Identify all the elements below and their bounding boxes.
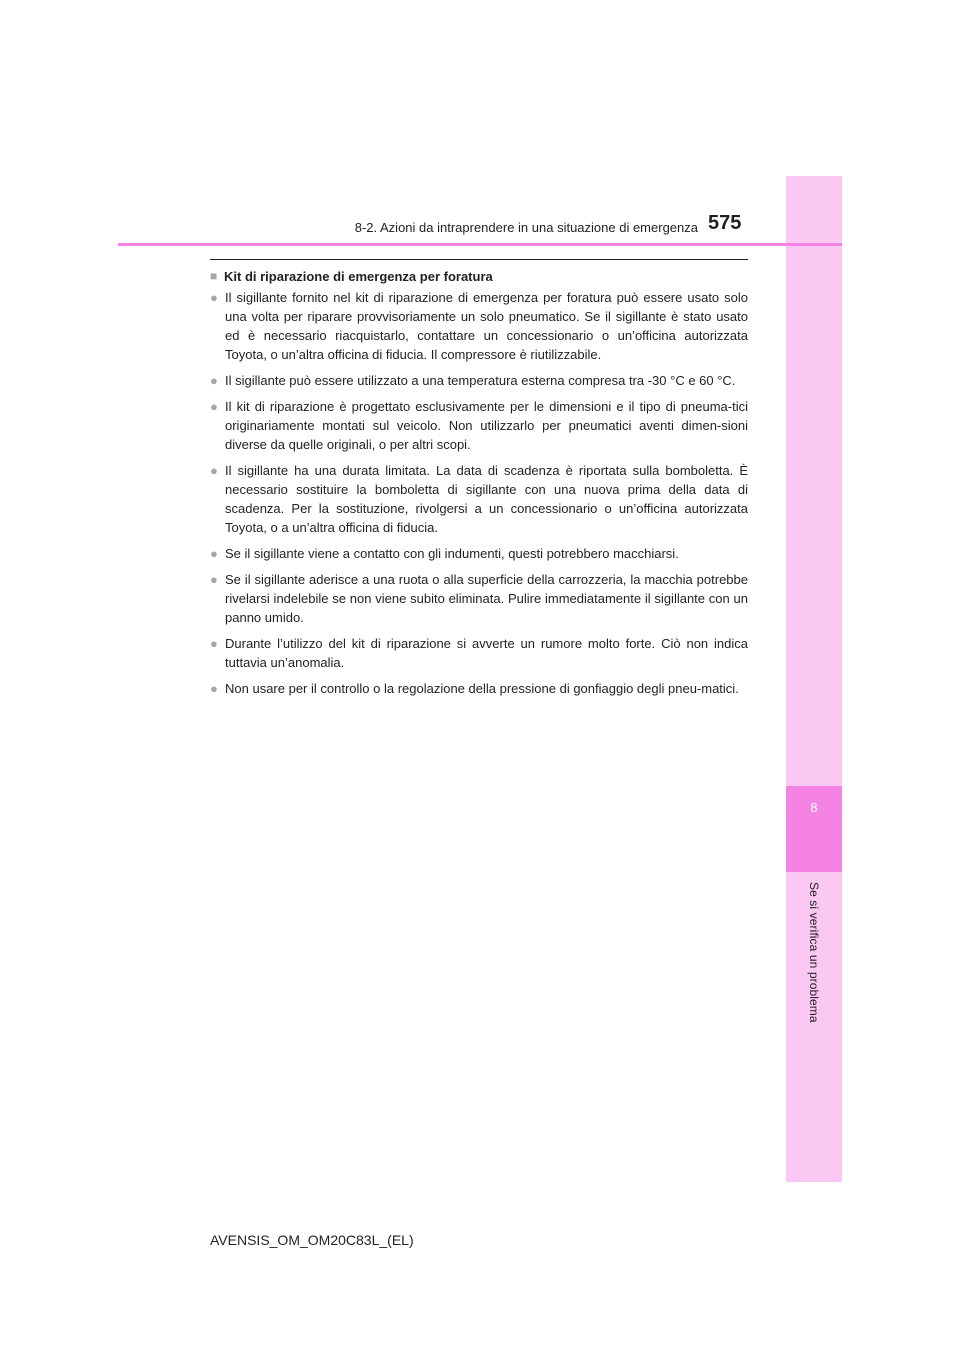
bullet-text: Non usare per il controllo o la regolazione della pressione di gonfiaggio degli pneu-matici.: [225, 681, 739, 696]
bullet-item: [210, 371, 748, 390]
section-content: [210, 267, 748, 705]
bullet-text: Il sigillante ha una durata limitata. La data di scadenza è riportata sulla bomboletta. È necessario sostituire la bomboletta di sigillante con una nuova prima della data di scadenza. Per la sostituzione, rivolgersi a un concessionario o un’officina autorizzata Toyota, o a un’altra officina di fiducia.: [225, 463, 748, 535]
chapter-title: Se si verifica un problema: [807, 882, 821, 1023]
bullet-dot-icon: ●: [210, 463, 218, 478]
bullet-item: [210, 570, 748, 627]
bullet-dot-icon: ●: [210, 546, 218, 561]
bullet-item: [210, 397, 748, 454]
bullet-item: [210, 634, 748, 672]
bullet-dot-icon: ●: [210, 373, 218, 388]
bullet-text: Il sigillante può essere utilizzato a una temperatura esterna compresa tra -30 °C e 60 °C.: [225, 373, 736, 388]
header-rule: [118, 243, 842, 246]
bullet-item: [210, 544, 748, 563]
header-section-title: 8-2. Azioni da intraprendere in una situazione di emergenza: [354, 220, 698, 235]
bullet-text: Il kit di riparazione è progettato esclusivamente per le dimensioni e il tipo di pneuma-tici originariamente montati sul veicolo. Non utilizzarlo per pneumatici aventi dimen-sioni diverse da quelle originali, o per altri scopi.: [225, 399, 748, 452]
bullet-dot-icon: ●: [210, 399, 218, 414]
bullet-dot-icon: ●: [210, 636, 218, 651]
bullet-text: Se il sigillante viene a contatto con gli indumenti, questi potrebbero macchiarsi.: [225, 546, 679, 561]
square-marker-icon: ■: [210, 269, 218, 283]
section-heading-text: Kit di riparazione di emergenza per foratura: [224, 269, 493, 284]
chapter-number: 8: [810, 800, 818, 815]
bullet-item: [210, 288, 748, 364]
chapter-tab-active[interactable]: [786, 786, 842, 872]
document-code: AVENSIS_OM_OM20C83L_(EL): [210, 1232, 414, 1248]
bullet-item: [210, 679, 748, 698]
bullet-dot-icon: ●: [210, 681, 218, 696]
bullet-item: [210, 461, 748, 537]
section-heading: [210, 267, 748, 286]
content-top-rule: [210, 259, 748, 260]
bullet-text: Durante l’utilizzo del kit di riparazione si avverte un rumore molto forte. Ciò non indica tuttavia un’anomalia.: [225, 636, 748, 670]
bullet-text: Il sigillante fornito nel kit di riparazione di emergenza per foratura può essere usato solo una volta per riparare provvisoriamente un solo pneumatico. Se il sigillante è stato usato ed è necessario riacquistarlo, contattare un concessionario o un’officina autorizzata Toyota, o un’altra officina di fiducia. Il compressore è riutilizzabile.: [225, 290, 748, 362]
page-number: 575: [708, 212, 742, 234]
bullet-text: Se il sigillante aderisce a una ruota o alla superficie della carrozzeria, la macchia potrebbe rivelarsi indelebile se non viene subito eliminata. Pulire immediatamente il sigillante con un panno umido.: [225, 572, 748, 625]
bullet-dot-icon: ●: [210, 572, 218, 587]
bullet-dot-icon: ●: [210, 290, 218, 305]
